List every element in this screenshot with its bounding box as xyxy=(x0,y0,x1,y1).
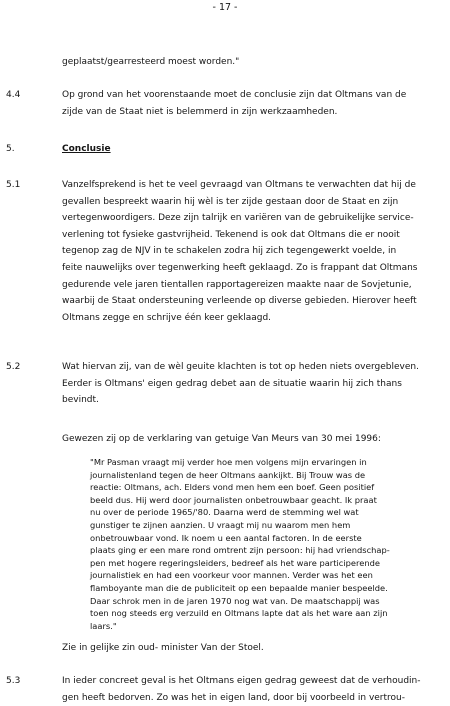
page-number: - 17 - xyxy=(212,2,238,13)
quote-intro: Gewezen zij op de verklaring van getuige Van Meurs van 30 mei 1996: xyxy=(62,434,381,444)
section-number-5-3: 5.3 xyxy=(6,676,21,686)
section-number-5-1: 5.1 xyxy=(6,180,21,190)
section-4-4-text: Op grond van het voorenstaande moet de conclusie zijn dat Oltmans van de zijde van de Staat niet is belemmerd in zijn werkzaamheden. xyxy=(62,90,407,117)
quote-followup: Zie in gelijke zin oud- minister Van der Stoel. xyxy=(62,643,264,653)
section-heading-conclusie: Conclusie xyxy=(62,144,111,154)
witness-quote: "Mr Pasman vraagt mij verder hoe men volgens mijn ervaringen in journalistenland tegen de heer Oltmans aankijkt. Bij Trouw was de reactie: Oltmans, ach. Elders vond men hem een boef. Geen positief beeld dus. Hij werd door journalisten onbetrouwbaar geacht. Ik praat nu over de periode 1965/'80. Daarna werd de stemming wel wat gunstiger te zijnen aanzien. U vraagt mij nu waarom men hem onbetrouwbaar vond. Ik noem u een aantal factoren. In de eerste plaats ging er een mare rond omtrent zijn persoon: hij had vriendschap- pen met hogere regeringsleiders, bedreef als het ware participerende journalistiek en had een voorkeur voor mannen. Verder was het een flamboyante man die de publiciteit op een bepaalde manier bespeelde. Daar schrok men in de jaren 1970 nog wat van. De maatschappij was toen nog steeds erg verzuild en Oltmans lapte dat als het ware aan zijn laars." xyxy=(90,457,390,631)
section-number-5-2: 5.2 xyxy=(6,362,21,372)
section-5-2-text: Wat hiervan zij, van de wèl geuite klachten is tot op heden niets overgebleven. Eerder is Oltmans' eigen gedrag debet aan de situatie waarin hij zich thans bevindt. xyxy=(62,362,419,406)
section-number-5: 5. xyxy=(6,144,15,154)
section-number-4-4: 4.4 xyxy=(6,90,21,100)
continued-quote-line: geplaatst/gearresteerd moest worden." xyxy=(62,57,240,67)
section-5-3-text: In ieder concreet geval is het Oltmans eigen gedrag geweest dat de verhoudin- gen heeft bedorven. Zo was het in eigen land, door bij voorbeeld in vertrou- xyxy=(62,676,421,703)
section-5-1-text: Vanzelfsprekend is het te veel gevraagd van Oltmans te verwachten dat hij de gevallen bespreekt waarin hij wèl is ter zijde gestaan door de Staat en zijn vertegenwoordigers. Deze zijn talrijk en variëren van de gebruikelijke service- verlening tot fysieke gastvrijheid. Tekenend is ook dat Oltmans die er nooit tegenop zag de NJV in te schakelen zodra hij zich tegengewerkt voelde, in feite nauwelijks over tegenwerking heeft geklaagd. Zo is frappant dat Oltmans gedurende vele jaren tientallen rapportagereizen maakte naar de Sovjetunie, waarbij de Staat ondersteuning verleende op diverse gebieden. Hierover heeft Oltmans zegge en schrijve één keer geklaagd. xyxy=(62,180,418,323)
